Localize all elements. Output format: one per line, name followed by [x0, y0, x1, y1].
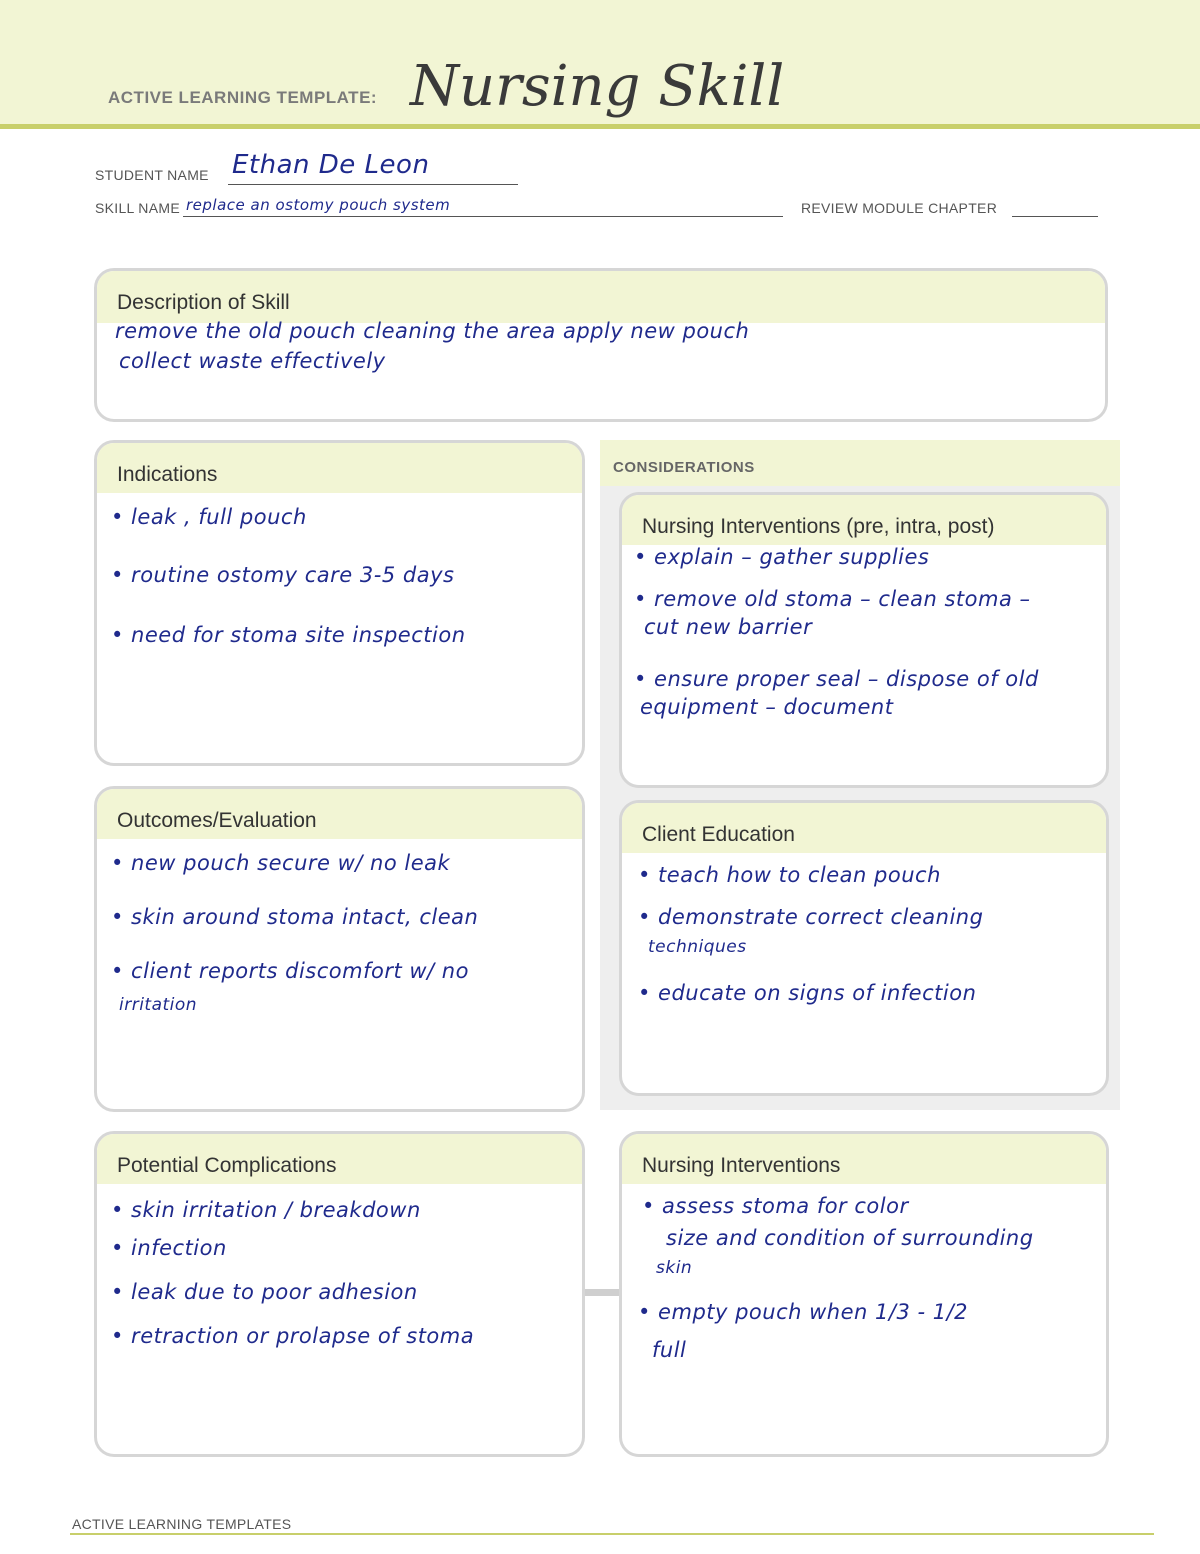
description-line: remove the old pouch cleaning the area apply new pouch — [115, 319, 750, 343]
skill-name-value[interactable]: replace an ostomy pouch system — [186, 196, 451, 214]
footer-rule — [70, 1533, 1154, 1535]
template-label: ACTIVE LEARNING TEMPLATE: — [108, 88, 378, 107]
student-name-line — [228, 184, 518, 185]
student-name-label: STUDENT NAME — [95, 167, 209, 183]
intervention-item: equipment – document — [640, 695, 894, 719]
nursing-interventions-pip-title: Nursing Interventions (pre, intra, post) — [642, 515, 995, 538]
description-line: collect waste effectively — [119, 349, 386, 373]
intervention-item: full — [652, 1338, 687, 1362]
education-item: • educate on signs of infection — [638, 981, 977, 1005]
indication-item: • need for stoma site inspection — [111, 623, 466, 647]
footer-label: ACTIVE LEARNING TEMPLATES — [72, 1516, 292, 1532]
review-chapter-line[interactable] — [1012, 216, 1098, 217]
complication-item: • skin irritation / breakdown — [111, 1198, 421, 1222]
client-education-content[interactable] — [622, 803, 1106, 1093]
outcomes-title: Outcomes/Evaluation — [117, 809, 317, 832]
review-chapter-label: REVIEW MODULE CHAPTER — [801, 200, 998, 216]
outcome-item: irritation — [119, 995, 198, 1015]
outcomes-box — [94, 786, 585, 1112]
student-name-value[interactable]: Ethan De Leon — [232, 150, 430, 180]
box-connector — [583, 1289, 621, 1296]
description-content[interactable] — [97, 271, 1105, 419]
nursing-interventions-box — [619, 1131, 1109, 1457]
client-education-box — [619, 800, 1109, 1096]
outcome-item: • new pouch secure w/ no leak — [111, 851, 451, 875]
description-title: Description of Skill — [117, 291, 290, 314]
complications-content[interactable] — [97, 1134, 582, 1454]
nursing-interventions-pip-box — [619, 492, 1109, 788]
indications-content[interactable] — [97, 443, 582, 763]
education-item: • teach how to clean pouch — [638, 863, 941, 887]
complications-box — [94, 1131, 585, 1457]
skill-name-line — [183, 216, 783, 217]
indication-item: • leak , full pouch — [111, 505, 307, 529]
indications-box — [94, 440, 585, 766]
nursing-interventions-pip-content[interactable] — [622, 495, 1106, 785]
intervention-item: size and condition of surrounding — [666, 1226, 1034, 1250]
complication-item: • retraction or prolapse of stoma — [111, 1324, 475, 1348]
considerations-title: CONSIDERATIONS — [613, 459, 755, 476]
client-education-title: Client Education — [642, 823, 795, 846]
outcomes-content[interactable] — [97, 789, 582, 1109]
outcome-item: • skin around stoma intact, clean — [111, 905, 479, 929]
skill-name-label: SKILL NAME — [95, 200, 180, 216]
nursing-interventions-content[interactable] — [622, 1134, 1106, 1454]
indication-item: • routine ostomy care 3-5 days — [111, 563, 455, 587]
education-item: techniques — [648, 937, 747, 957]
intervention-item: • explain – gather supplies — [634, 545, 930, 569]
intervention-item: cut new barrier — [644, 615, 813, 639]
intervention-item: • assess stoma for color — [642, 1194, 909, 1218]
intervention-item: skin — [656, 1258, 693, 1278]
intervention-item: • empty pouch when 1/3 - 1/2 — [638, 1300, 969, 1324]
complications-title: Potential Complications — [117, 1154, 337, 1177]
header-rule — [0, 124, 1200, 129]
complication-item: • leak due to poor adhesion — [111, 1280, 418, 1304]
education-item: • demonstrate correct cleaning — [638, 905, 984, 929]
outcome-item: • client reports discomfort w/ no — [111, 959, 469, 983]
intervention-item: • remove old stoma – clean stoma – — [634, 587, 1031, 611]
indications-title: Indications — [117, 463, 218, 486]
intervention-item: • ensure proper seal – dispose of old — [634, 667, 1039, 691]
nursing-interventions-title: Nursing Interventions — [642, 1154, 841, 1177]
description-box — [94, 268, 1108, 422]
page-title: Nursing Skill — [410, 54, 785, 119]
complication-item: • infection — [111, 1236, 227, 1260]
